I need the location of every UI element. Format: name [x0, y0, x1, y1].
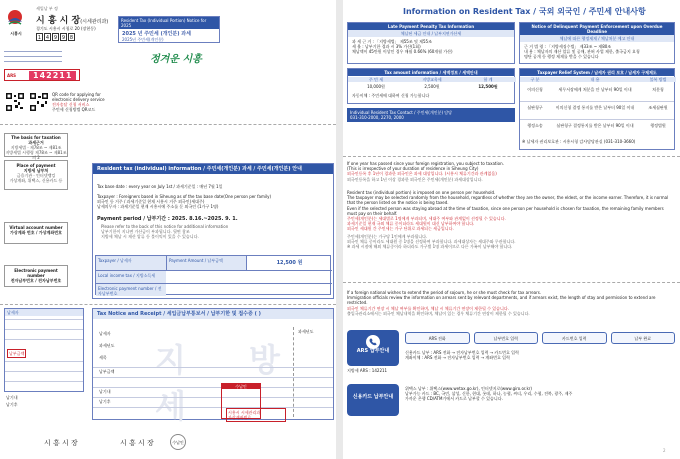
relief-row-1-type: 이의신청	[527, 87, 543, 92]
relief-box	[519, 68, 675, 150]
place-title-en: Place of payment	[16, 163, 56, 168]
amount-value-3: 12,500원	[478, 84, 498, 89]
ars-step-3: 카드번호 입력	[542, 332, 607, 344]
amount-header-1: 주 민 세	[348, 77, 404, 82]
delinquent-title-ko: 체납에 따른 행정제재 / 체납처분 예고 안내	[520, 35, 674, 42]
relief-row-1-content: 세무서장에게 처분을 안 날부터 90일 이내	[558, 87, 632, 92]
postal-digit: 4	[45, 35, 50, 41]
postal-digit: 8	[69, 35, 74, 41]
taxpayer-info	[97, 194, 331, 209]
qr-caption-en: QR code for applying for electronic delivery service	[52, 92, 105, 102]
delinquent-items	[520, 42, 674, 61]
contact-label: Individual Resident Tax Contact / 주민세(개인분) 담당	[350, 110, 453, 115]
ars-number: 142211	[29, 71, 76, 80]
qr-caption-ko: 전자송달 신청 서비스	[52, 102, 90, 107]
place-of-payment-box	[4, 160, 68, 190]
notice-title-en: Resident Tax (Individual Portion) Notice for 2025	[119, 17, 219, 29]
amount-title: Tax amount information / 세액정보 / 세액안내	[348, 69, 514, 76]
card-line-1: 위택스 납부 : 위택스(www.wetax.go.kr), 인터넷지로(www.giro.or.kr)	[405, 386, 532, 391]
notice-title-ko-sub: 2025년 주민세(개인분)	[122, 37, 164, 43]
stub-dept-sub: 가상계좌번호	[228, 415, 252, 420]
para-1	[347, 161, 675, 182]
tear-line-2	[0, 304, 336, 305]
delinquent-title-en: Notice of Delinquent Payment Enforcement upon Overdue Deadline	[520, 23, 674, 35]
postal-digit: 9	[53, 35, 58, 41]
para-4	[347, 290, 675, 316]
ars-title: ARS 납부안내	[356, 348, 390, 354]
tear-line	[0, 124, 336, 125]
postal-digit: 1	[37, 35, 42, 41]
late-item-3: 체납액이 45만원 이상인 경우 매월 0.66% (60개월 가산)	[352, 49, 453, 54]
va-title-en: Virtual account number	[9, 225, 63, 230]
para-2-red-1: 주민세(개인분)는 세대별로 1명에게 부과되며, 세대주 여부와 관계없이 선정될 수 있습니다.	[347, 215, 506, 221]
relief-row-2-content: 이의신청 결정 통지를 받은 날부터 90일 이내	[555, 105, 635, 110]
cashier-seal: 수납인	[170, 434, 186, 450]
virtual-account-box	[4, 222, 68, 244]
para-3	[347, 234, 675, 250]
qr-code-electronic-icon[interactable]	[30, 93, 48, 111]
payment-notes	[101, 224, 228, 239]
page-mark: 2	[663, 448, 666, 453]
ars-guide-badge	[347, 330, 399, 366]
place-item-2: 가상계좌, 위택스, 신용카드 등	[9, 178, 63, 183]
tax-amount-box	[347, 68, 515, 104]
ars-sub-step-2: 계좌이체 : ARS 전화 → 전자납부번호 입력 → 계좌번호 입력	[405, 355, 510, 360]
payment-note-1: Please refer to the back of this notice for additional information	[101, 224, 229, 229]
tear-line-right-2	[343, 282, 680, 283]
tax-base-date: Tax base date : every year on July 1st / 과세기준일 : 매년 7월 1일	[97, 184, 223, 189]
relief-header-type: 구 분	[520, 77, 550, 82]
late-item-1: 과 세 근 거 : 「지방세법」 제55조 및 제55조	[352, 39, 432, 44]
epn-title-en: Electronic payment number	[14, 268, 58, 278]
qr-code-icon[interactable]	[6, 93, 24, 111]
org-small: 세입납 부 정	[36, 6, 58, 11]
ars-sub-step-1: 신용카드 납부 : ARS 전화 → 전자납부번호 입력 → 카드번호 입력	[405, 350, 519, 355]
receipt-title: Tax Notice and Receipt / 세입금납부통보서 / 납부기한 및 접수증 ( )	[93, 309, 333, 319]
para-4-red: 외국인 체류기간 연장 시 체납 여부를 확인하며, 체납 시 체류기간 연장이 제한될 수 있습니다.	[347, 305, 510, 311]
relief-row-1-method: 처분청	[652, 87, 664, 92]
resident-tax-info-box	[92, 163, 334, 299]
amount-header-3: 합 계	[460, 77, 516, 82]
ars-sub: 지방세 ARS : 142211	[347, 368, 388, 373]
tear-line-right	[343, 156, 680, 157]
epn-title-ko: 전자납부번호 / 전자납부번호	[10, 278, 62, 283]
para-1-line-1: If one year has passed since your foreign registration, you subject to taxation.	[347, 161, 504, 166]
para-4-line-2: Immigration officials review the information on arrears sent by relevant departments, and if arrears exist, the length of stay and permission to extend are restricted.	[347, 295, 656, 306]
ars-step-2: 납부번호 입력	[474, 332, 539, 344]
tax-row-2-label: Electronic payment number / 전자납부번호	[96, 283, 166, 296]
relief-row-3-content: 심판청구 결정통지를 받은 날부터 90일 이내	[556, 123, 634, 128]
late-title-ko: 체납된 세금 안내 / 납부지연가산세	[348, 30, 514, 37]
stub-section-taxpayer: 납세자	[5, 309, 83, 316]
relief-note: ※ 납세자 권리보호관 : 시흥시청 감사담당관실 (031-310-3660)	[522, 139, 636, 144]
card-guide-badge	[347, 384, 399, 416]
relief-row-2-type: 심판청구	[527, 105, 543, 110]
payment-note-3: 지방세 체납 시 재산 압류 등 불이익이 있을 수 있습니다.	[101, 234, 199, 239]
basis-title-en: The basis for taxation	[11, 135, 61, 140]
postal-digit: 9	[61, 35, 66, 41]
va-title-ko: 가상계좌 번호 / 가상계좌번호	[9, 230, 62, 235]
phone-icon	[366, 334, 380, 348]
card-line-2: 납부가능 카드 : BC, 국민, 삼성, 신한, 현대, 롯데, 하나, 농협, 씨티, 우리, 수협, 전북, 광주, 제주	[405, 391, 573, 396]
card-line-3: 가까운 은행 CD/ATM기에서 카드로 납부할 수 있습니다.	[405, 396, 503, 401]
para-2-line-2: The taxpayer may be selected randomly from the household, regardless of whether they are the owner, the eldest, or the income earner. Therefore, it is normal that the person listed on the notice is being taxed.	[347, 195, 669, 206]
bottom-label-1: 시 흥 시 장	[44, 439, 78, 447]
para-4-line-1: If a foreign national wishes to extend the period of sojourn, he or she must check for tax arrears.	[347, 290, 542, 295]
amount-header-payment: Payment Amount / 납부금액	[166, 256, 246, 270]
slogan: 정겨운 시흥	[150, 54, 202, 65]
resident-tax-title: Resident tax (individual) information / 주민세(개인분) 과세 / 주민세(개인분) 안내	[93, 164, 333, 174]
basis-title-ko: 과세근거	[28, 140, 44, 145]
taxpayer-line-1: Taxpayer : Foreigners based in Siheung as of the tax base date(One person per family)	[97, 194, 272, 199]
receipt-year-label: 과세년도	[99, 343, 115, 348]
para-2-red-3: 외국인 세대원 간 주민세는 가구 단위로 과세되는 세금입니다.	[347, 226, 454, 232]
para-2-line-1: Resident tax (individual portion) is imposed on one person per household.	[347, 190, 496, 195]
org-address: 경기도 시흥시 시청로 20 (장현동)	[36, 26, 96, 31]
basis-box	[4, 133, 68, 160]
siheung-logo	[4, 8, 26, 30]
amount-value-1: 10,000원	[367, 84, 385, 89]
late-items	[348, 37, 514, 56]
delinquent-item-2: 내 용 : 체납자의 재산 압류 및 공매, 관허 사업 제한, 출국금지 요청	[524, 49, 640, 54]
para-1-red: 외국인등록 후 1년이 경과한 외국인은 과세 대상입니다. (시흥시 체류기간과 관계없음)	[347, 171, 497, 177]
logo-text: 시흥시	[10, 31, 22, 36]
para-3-line-3: ※ 과세 시점에 해외 체류중이라 하더라도 가구별 1명 과세이므로 다른 가족이 납부해야 합니다.	[347, 244, 513, 250]
card-lines	[405, 386, 675, 401]
place-title-ko: 지방세 납부처	[23, 168, 49, 173]
notice-title-ko: 2025 년 주민세 (개인분) 과세	[122, 31, 191, 37]
stub-due-before: 납기내	[6, 395, 18, 400]
basis-item-2: 지방세법 시행령 제78조 ~ 제81조의 2	[5, 150, 67, 160]
amount-note: 자동이체 : 주민세에 대하여 신청 가능합니다	[352, 93, 430, 98]
stamp-label: 수납인	[222, 384, 260, 389]
amount-header-taxpayer: Taxpayer / 납세자	[96, 256, 166, 270]
relief-row-3-type: 행정소송	[527, 123, 543, 128]
amount-grid	[95, 255, 331, 295]
ars-sub-steps	[405, 350, 675, 360]
taxpayer-line-3: 납세의무자 : 과세기준일 현재 시흥시에 주소를 둔 외국인 (1가구 1명)	[97, 204, 219, 209]
receipt-strip-label: 과세년도	[298, 329, 314, 334]
stub-dept-name: 시흥시 시세관리과	[228, 410, 261, 415]
bottom-label-2: 시 흥 시 장	[120, 439, 154, 447]
amount-header-2: 지방교육세	[404, 77, 460, 82]
receipt-due-after: 납기후	[99, 399, 111, 404]
notice-front-sheet	[0, 0, 336, 459]
delinquent-box	[519, 22, 675, 64]
receipt-right-strip	[293, 327, 331, 417]
receipt-amount-label: 납부금액	[99, 369, 115, 374]
payment-note-2: 납부기한이 지나면 가산금이 부과됩니다. 뒷면 참조	[101, 229, 190, 234]
receipt-item-label: 세목	[99, 355, 107, 360]
relief-header-content: 내 용	[550, 77, 640, 82]
ars-label: ARS	[7, 73, 17, 78]
stub-dept	[226, 408, 286, 422]
delinquent-item-3: 명단 공개 등 행정 제재를 받을 수 있습니다	[524, 54, 599, 59]
ars-step-4: 납부 완료	[611, 332, 676, 344]
para-1-line-2: (This is irrespective of your duration of residence in Siheung City)	[347, 166, 479, 172]
tax-row-1-label: Local income tax / 지방소득세	[96, 270, 166, 283]
relief-row-3-method: 행정법원	[650, 123, 666, 128]
card-title: 신용카드 납부안내	[352, 394, 394, 400]
taxpayer-line-2: 외국인 등 거주 / 과세기준일 현재 시흥시 거주 외국인(세대주)	[97, 199, 205, 204]
amount-value: 12,500 원	[246, 256, 332, 270]
para-4-ko: 출입국관리소에서는 외국인 체납내역을 확인하며, 체납이 있는 경우 체류기간 연장이 제한될 수 있습니다.	[347, 310, 530, 316]
para-1-ko: 외국인등록을 하고 1년 이상 경과한 외국인은 주민세(개인분) 과세대상입니다.	[347, 176, 483, 182]
para-2	[347, 190, 675, 232]
relief-title: Taxpayer Relief System / 납세자 권리 보호 / 납세자 구제제도	[520, 69, 674, 76]
contact-bar	[347, 108, 515, 122]
org-name: 시 흥 시 장(시세관리과)	[36, 16, 109, 26]
relief-header-method: 불복 방법	[640, 77, 676, 82]
stub-due-after: 납기후	[6, 402, 18, 407]
receipt-box	[92, 308, 334, 425]
ars-step-1: ARS 전화	[405, 332, 470, 344]
receipt-taxpayer-label: 납세자	[99, 331, 111, 336]
late-title-en: Late Payment Penalty Tax Information	[348, 23, 514, 30]
ars-steps	[405, 332, 675, 344]
late-payment-box	[347, 22, 515, 64]
place-item-1: 금융기관 · 인터넷뱅킹	[16, 173, 56, 178]
basis-item-1: 지방세법 · 제78조 ~ 제81조	[10, 145, 62, 150]
receipt-due-before: 납기내	[99, 389, 111, 394]
contact-phone[interactable]: 031-310-2000, 2270, 2000	[350, 115, 404, 120]
para-2-red-2: 과세기준일 현재 국외 체류 중이더라도 세대원이 대신 납부하여야 합니다.	[347, 221, 475, 227]
para-2-line-3: Even if the selected person was staying abroad at the time of taxation, since one person per household is chosen for taxation, the remaining family members must pay on their behalf.	[347, 205, 664, 216]
para-3-line-2: 외국인 체류 중이라도 세대원 중 1명을 선정하여 부과합니다. 과세대상자는 세대주와 무관합니다.	[347, 239, 516, 245]
qr-caption	[52, 92, 114, 112]
stub-amount-label: 납부금액	[9, 351, 25, 356]
late-item-2: 세 율 : 납부기한 경과 시 3% 가산(1회)	[352, 44, 421, 49]
electronic-payment-box	[4, 265, 68, 287]
delinquent-item-1: 근 거 법 령 : 「지방세징수법」 제33조 ~ 제80조	[524, 44, 612, 49]
notice-title-box	[118, 16, 220, 43]
amount-value-2: 2,500원	[424, 84, 440, 89]
notice-back-sheet	[343, 0, 680, 459]
ars-number-box	[4, 69, 80, 81]
jibangse-watermark: 지 방 세	[155, 341, 306, 425]
info-title: Information on Resident Tax / 국외 외국인 / 주민세 안내사항	[403, 7, 646, 16]
payment-period: Payment period / 납부기간 : 2025. 8.16.~2025. 9. 1.	[97, 216, 238, 222]
taxpayer-address-box	[4, 47, 62, 65]
postal-code	[36, 33, 75, 41]
relief-row-2-method: 조세심판원	[648, 105, 668, 110]
qr-caption-ko-2: 주민세 신청방법 QR코드	[52, 107, 96, 112]
para-3-line-1: 주민세(개인분)는 가구당 1인에게 부과됩니다.	[347, 234, 428, 239]
stub-left	[4, 308, 84, 392]
